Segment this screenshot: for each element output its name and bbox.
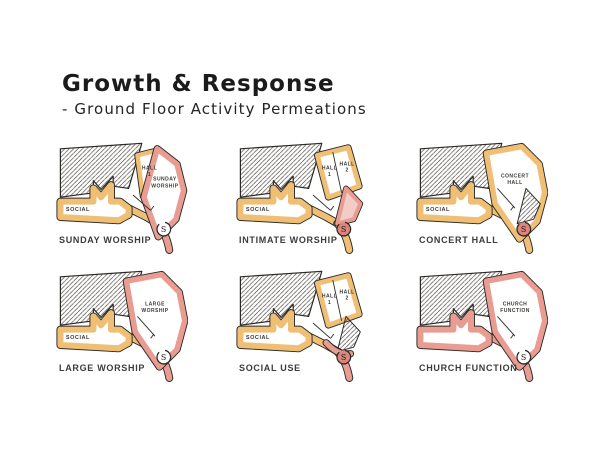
svg-text:HALL: HALL [321,293,338,300]
svg-text:SOCIAL: SOCIAL [425,206,450,213]
svg-text:HALL: HALL [321,165,338,172]
svg-text:SOCIAL: SOCIAL [65,334,90,341]
svg-text:1: 1 [327,172,332,179]
diagram-concert-hall [416,140,596,268]
diagram-caption: INTIMATE WORSHIP [239,235,338,245]
diagram-caption: CHURCH FUNCTION [419,363,518,373]
svg-text:1: 1 [147,172,152,179]
diagram-intimate-worship [236,140,416,268]
svg-text:HALL: HALL [507,180,523,186]
svg-text:S: S [160,224,167,234]
svg-text:S: S [520,224,527,234]
diagram-caption: CONCERT HALL [419,235,499,245]
diagram-church-function [416,268,596,396]
svg-text:SOCIAL: SOCIAL [65,206,90,213]
svg-text:CHURCH: CHURCH [502,301,528,308]
diagram-caption: LARGE WORSHIP [59,363,146,373]
svg-text:WORSHIP: WORSHIP [141,308,169,314]
diagram-social-use [236,268,416,396]
diagram-large-worship [56,268,236,396]
svg-text:S: S [520,352,527,362]
svg-text:HALL: HALL [339,289,355,296]
diagram-caption: SUNDAY WORSHIP [59,235,152,245]
svg-text:SUNDAY: SUNDAY [153,176,177,183]
diagram-caption: SOCIAL USE [239,363,301,373]
svg-text:SOCIAL: SOCIAL [245,334,270,341]
svg-text:S: S [160,352,167,362]
header [62,72,367,118]
svg-text:WORSHIP: WORSHIP [151,183,179,190]
svg-text:SOCIAL: SOCIAL [245,206,270,213]
svg-text:LARGE: LARGE [145,301,165,308]
svg-text:S: S [340,224,347,234]
svg-text:CONCERT: CONCERT [500,173,530,180]
svg-text:FUNCTION: FUNCTION [500,308,530,314]
svg-text:HALL: HALL [339,161,355,168]
diagram-grid [56,140,596,396]
svg-text:1: 1 [327,300,332,307]
page-title: Growth & Response [62,71,335,97]
svg-text:S: S [340,352,347,362]
page-subtitle: - Ground Floor Activity Permeations [62,100,367,119]
svg-text:HALL: HALL [141,165,158,172]
svg-text:2: 2 [345,167,349,174]
diagram-sunday-worship [56,140,236,268]
svg-text:2: 2 [345,295,349,302]
